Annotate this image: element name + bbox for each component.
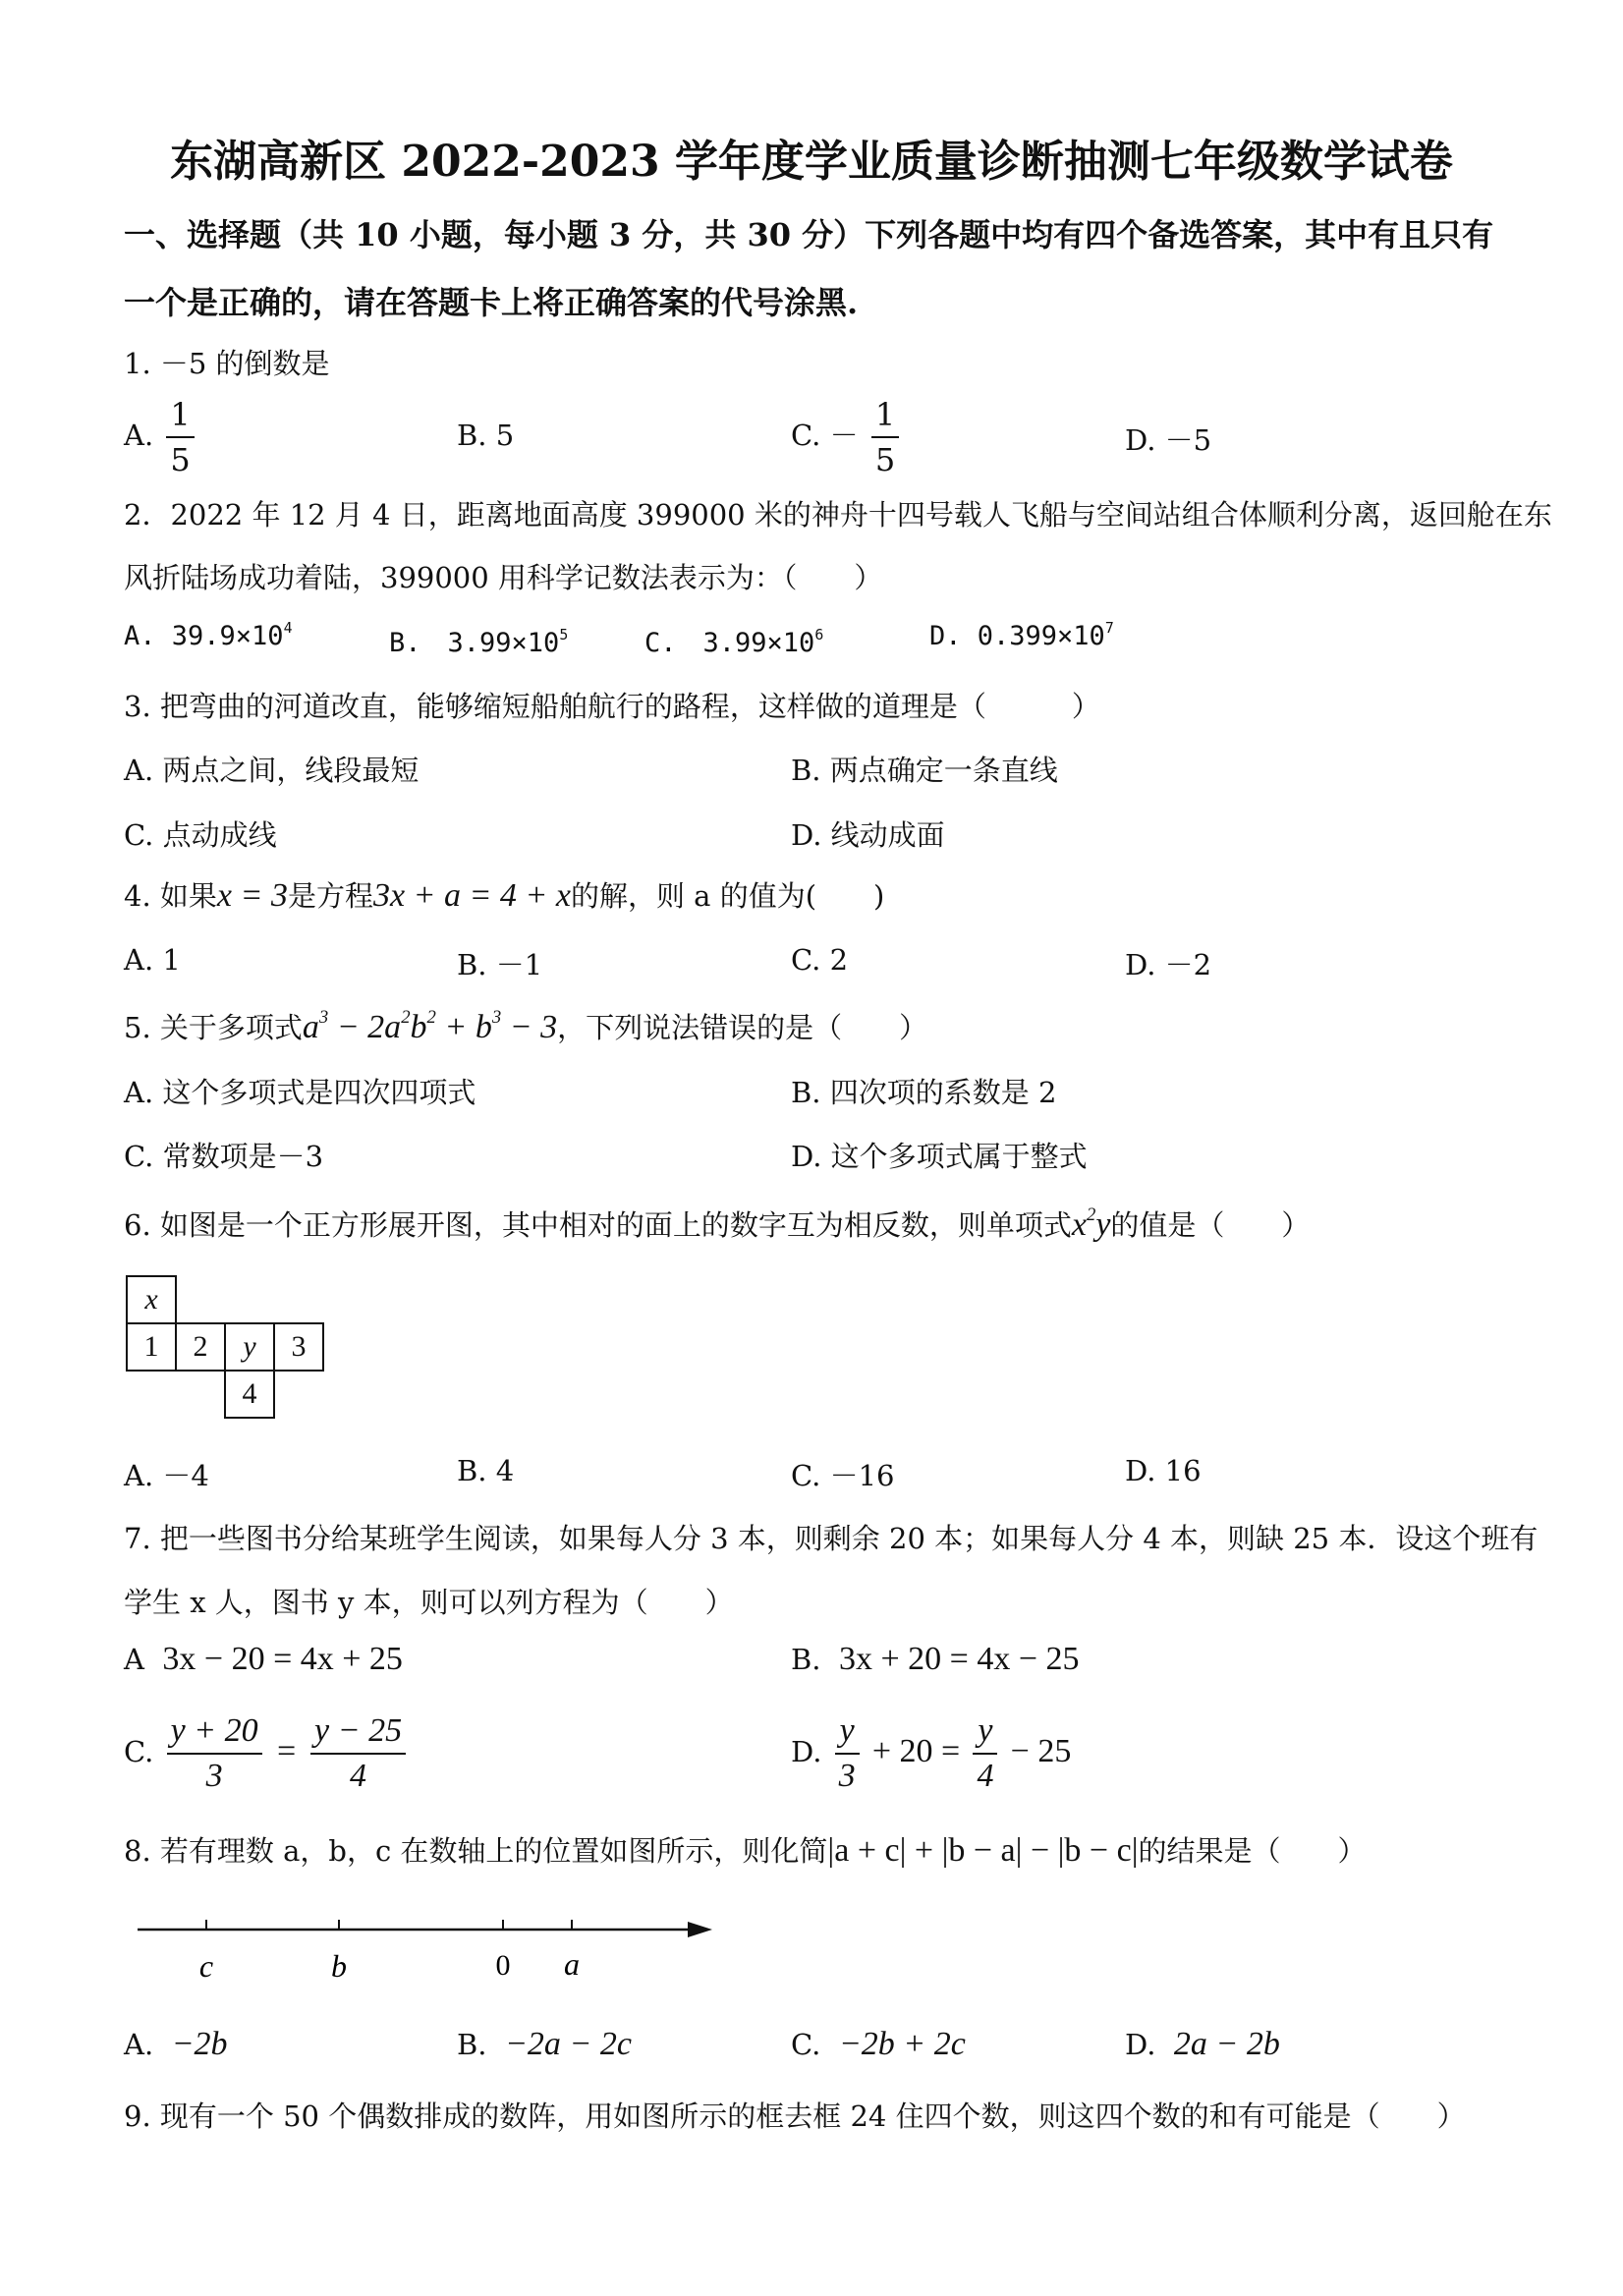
number-line — [138, 1916, 727, 1994]
q7-c-equals: = — [274, 1733, 298, 1769]
q5-pre: 5. 关于多项式 — [124, 1011, 303, 1044]
label-c: c — [198, 1948, 214, 1984]
question-3-stem: 3. 把弯曲的河道改直，能够缩短船舶航行的路程，这样做的道理是（ ） — [124, 690, 1100, 723]
section-instructions-line1: 一、选择题（共 10 小题，每小题 3 分，共 30 分）下列各题中均有四个备选答案，其中有且只有 — [124, 216, 1494, 253]
q2-d-base: D. 0.399×10 — [929, 621, 1105, 651]
q4-option-b: B. －1 — [457, 948, 543, 981]
q2-a-base: A. 39.9×10 — [124, 621, 284, 651]
q1-option-b: B. 5 — [457, 419, 515, 452]
q2-b-exponent: 5 — [559, 626, 569, 644]
q6-option-b: B. 4 — [457, 1454, 515, 1487]
q7-c-den1: 3 — [205, 1758, 223, 1794]
label-b: b — [331, 1948, 347, 1984]
question-2-line1: 2．2022 年 12 月 4 日，距离地面高度 399000 米的神舟十四号载人飞船与空间站组合体顺利分离，返回舱在东 — [124, 498, 1552, 532]
question-2-line2: 风折陆场成功着陆，399000 用科学记数法表示为：（ ） — [124, 561, 883, 594]
q8-option-c — [791, 2026, 966, 2063]
q6-option-c: C. －16 — [791, 1459, 895, 1492]
q1-option-d: D. －5 — [1125, 423, 1212, 457]
q2-option-b — [389, 621, 568, 659]
q8-b-label: B. — [457, 2028, 487, 2061]
label-0: 0 — [495, 1949, 511, 1982]
q3-option-d: D. 线动成面 — [791, 818, 945, 852]
q6-post: 的值是（ ） — [1110, 1208, 1311, 1242]
q2-option-a — [124, 621, 293, 651]
q7-d-den2: 4 — [977, 1758, 994, 1794]
q7-option-d-label: D. — [791, 1735, 822, 1768]
q7-option-d — [791, 1709, 1071, 1798]
q8-c-label: C. — [791, 2028, 821, 2061]
q6-stem-text: 6. 如图是一个正方形展开图，其中相对的面上的数字互为相反数，则单项式 — [124, 1208, 1072, 1242]
q7-c-fraction-left — [167, 1709, 262, 1798]
net-cell-2: 2 — [175, 1322, 226, 1372]
q4-equation: 3x + a = 4 + x — [372, 877, 571, 914]
q8-b-value: −2a − 2c — [504, 2026, 632, 2062]
q1-c-denominator: 5 — [874, 441, 896, 478]
q7-d-fraction-right — [973, 1709, 997, 1798]
net-cell-x: x — [126, 1275, 177, 1324]
q3-option-b: B. 两点确定一条直线 — [791, 754, 1058, 787]
q8-d-label: D. — [1125, 2028, 1156, 2061]
q4-option-d: D. －2 — [1125, 948, 1212, 981]
q8-a-value: −2b — [171, 2026, 228, 2062]
q7-d-den1: 3 — [838, 1758, 856, 1794]
q8-post: 的结果是（ ） — [1138, 1834, 1367, 1868]
q5-polynomial: $a^3 - 2a^2b^2 + b^3 - 3$ — [302, 1007, 558, 1045]
q3-option-c: C. 点动成线 — [124, 818, 277, 852]
q7-option-b — [791, 1641, 1080, 1678]
q7-option-c-label: C. — [124, 1735, 154, 1768]
q7-d-end: − 25 — [1010, 1733, 1072, 1769]
q7-d-fraction-left — [835, 1709, 860, 1798]
q7-c-fraction-right — [310, 1709, 406, 1798]
q2-a-exponent: 4 — [283, 619, 293, 638]
net-cell-4: 4 — [224, 1370, 275, 1419]
q7-option-b-label: B. — [791, 1643, 821, 1676]
q5-option-a: A. 这个多项式是四次四项式 — [124, 1076, 476, 1109]
question-8-stem — [124, 1829, 1367, 1870]
q8-expression: |a + c| + |b − a| − |b − c| — [827, 1832, 1139, 1869]
q6-monomial: $x^2y$ — [1071, 1204, 1111, 1243]
q8-pre: 8. 若有理数 a，b，c 在数轴上的位置如图所示，则化简 — [124, 1834, 828, 1868]
q8-d-value: 2a − 2b — [1173, 2026, 1280, 2062]
q1-a-numerator: 1 — [166, 393, 194, 438]
q7-c-num1: y + 20 — [167, 1709, 262, 1755]
q1-a-denominator: 5 — [170, 441, 191, 478]
q8-c-value: −2b + 2c — [838, 2026, 966, 2062]
q1-option-a-fraction — [166, 393, 194, 481]
q7-option-a — [124, 1641, 403, 1678]
net-cell-y: y — [224, 1322, 275, 1372]
q2-option-d — [929, 621, 1114, 651]
q7-option-a-equation: 3x − 20 = 4x + 25 — [162, 1641, 403, 1677]
question-9-stem: 9. 现有一个 50 个偶数排成的数阵，用如图所示的框去框 24 住四个数，则这四个数的和有可能是（ ） — [124, 2100, 1466, 2133]
page-title: 东湖高新区 2022-2023 学年度学业质量诊断抽测七年级数学试卷 — [170, 137, 1453, 187]
q4-equation-x: x = 3 — [216, 877, 288, 914]
q5-option-b: B. 四次项的系数是 2 — [791, 1076, 1057, 1109]
question-1-stem: 1. －5 的倒数是 — [124, 347, 330, 380]
q2-b-base: B. 3.99×10 — [389, 628, 560, 658]
q2-c-exponent: 6 — [814, 626, 824, 644]
q7-d-num1: y — [835, 1709, 860, 1755]
q8-option-a — [124, 2026, 228, 2063]
question-7-line1: 7. 把一些图书分给某班学生阅读，如果每人分 3 本，则剩余 20 本；如果每人分 4 本，则缺 25 本．设这个班有 — [124, 1522, 1539, 1555]
q5-option-c: C. 常数项是－3 — [124, 1140, 324, 1173]
q7-d-num2: y — [973, 1709, 997, 1755]
q5-post: ，下列说法错误的是（ ） — [557, 1011, 928, 1044]
q5-option-d: D. 这个多项式属于整式 — [791, 1140, 1088, 1173]
net-cell-1: 1 — [126, 1322, 177, 1372]
q1-option-c — [791, 393, 903, 481]
q8-option-d — [1125, 2026, 1280, 2063]
q8-option-b — [457, 2026, 632, 2063]
label-a: a — [564, 1946, 580, 1982]
q2-option-c — [644, 621, 823, 659]
q1-option-c-fraction — [871, 393, 899, 481]
question-7-line2: 学生 x 人，图书 y 本，则可以列方程为（ ） — [124, 1586, 734, 1619]
q1-option-c-label: C. － — [791, 419, 859, 452]
section-instructions-line2: 一个是正确的，请在答题卡上将正确答案的代号涂黑. — [124, 284, 859, 321]
q7-c-den2: 4 — [350, 1758, 367, 1794]
q3-option-a: A. 两点之间，线段最短 — [124, 754, 420, 787]
q2-d-exponent: 7 — [1104, 619, 1114, 638]
question-5-stem — [124, 1006, 927, 1046]
q4-option-a: A. 1 — [124, 943, 181, 977]
q4-mid: 是方程 — [287, 879, 373, 913]
q7-option-c — [124, 1709, 410, 1798]
q6-option-a: A. －4 — [124, 1459, 209, 1492]
q1-c-numerator: 1 — [871, 393, 899, 438]
net-cell-3: 3 — [273, 1322, 324, 1372]
q7-c-num2: y − 25 — [310, 1709, 406, 1755]
q4-pre: 4. 如果 — [124, 879, 217, 913]
q8-a-label: A. — [124, 2028, 154, 2061]
number-line-arrow — [688, 1922, 712, 1937]
q2-c-base: C. 3.99×10 — [644, 628, 815, 658]
q1-option-a — [124, 393, 198, 481]
q6-option-d: D. 16 — [1125, 1454, 1202, 1487]
q7-option-b-equation: 3x + 20 = 4x − 25 — [838, 1641, 1080, 1677]
q7-option-a-label: A — [124, 1643, 144, 1676]
q1-option-a-label: A. — [124, 419, 154, 452]
q4-post: 的解，则 a 的值为( ) — [570, 879, 885, 913]
q7-d-mid: + 20 = — [871, 1733, 961, 1769]
question-4-stem — [124, 874, 884, 915]
question-6-stem — [124, 1204, 1310, 1244]
q4-option-c: C. 2 — [791, 943, 849, 977]
